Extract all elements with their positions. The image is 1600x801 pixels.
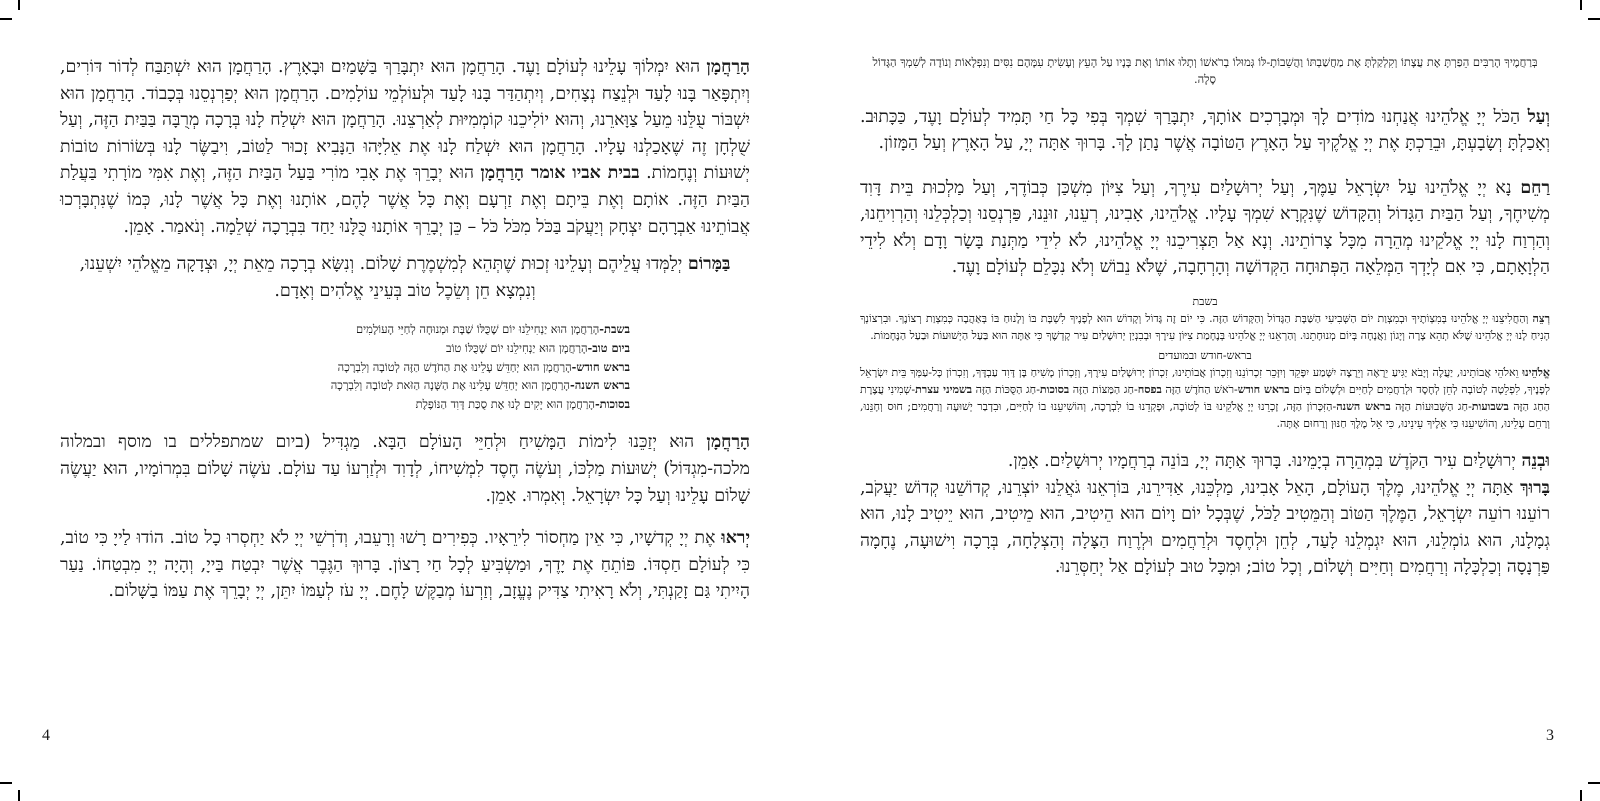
lead-word: רְצֵה [1532, 312, 1550, 326]
holiday-line [60, 376, 630, 395]
page-number: 4 [42, 727, 50, 744]
section-title-shabbat: בשבת [1192, 295, 1218, 309]
paragraph-text: -שְׁמִינִי עֲצֶרֶת הַחַג הַזֶּה [860, 383, 1550, 414]
holiday-text: הָרַחֲמָן הוּא יְחַדֵּשׁ עָלֵינוּ אֶת הַשָּׁנָה הַזֹּאת לְטוֹבָה וְלִבְרָכָה [330, 378, 570, 393]
paragraph-text: -חַג הַסֻּכּוֹת הַזֶּה [972, 383, 1040, 397]
paragraph-text: -חַג הַמַּצּוֹת הַזֶּה [1069, 383, 1138, 397]
paragraph-bamarom [60, 251, 750, 304]
paragraph-text: הוּא יְזַכֵּנוּ לִימוֹת הַמָּשִׁיחַ וּלְחַיֵּי הָעוֹלָם הַבָּא. מַגְדִּיל (ביום שמתפללים בו מוסף ובמלוה מלכה-מִגְדּוֹל) יְשׁוּעוֹת מַלְכּוֹ, וְעֹשֶׂה חֶסֶד לִמְשִׁיחוֹ, לְדָוִד וּלְזַרְעוֹ עַד עוֹלָם. עֹשֶׂה שָׁלוֹם בִּמְרוֹמָיו, הוּא יַעֲשֶׂה שָׁלוֹם עָלֵינוּ וְעַל כָּל יִשְׂרָאֵל. וְאִמְרוּ. אָמֵן. [60, 432, 750, 506]
holiday-additions [60, 320, 750, 413]
instruction-text: בראש השנה [1336, 400, 1391, 414]
right-page-body [860, 54, 1550, 580]
paragraph-text: אַתָּה יְיָ אֱלֹהֵינוּ, מֶלֶךְ הָעוֹלָם, הָאֵל אָבִינוּ, מַלְכֵּנוּ, אַדִּירֵנוּ, בּוֹרְאֵנוּ גֹּאֲלֵנוּ יוֹצְרֵנוּ, קְדוֹשֵׁנוּ קְדוֹשׁ יַעֲקֹב, רוֹעֵנוּ רוֹעֵה יִשְׂרָאֵל, הַמֶּלֶךְ הַטּוֹב וְהַמֵּטִיב לַכֹּל, שֶׁבְּכָל יוֹם וָיוֹם הוּא הֵיטִיב, הוּא מֵיטִיב, הוּא יֵיטִיב לָנוּ, הוּא גְמָלָנוּ, הוּא גוֹמְלֵנוּ, הוּא יִגְמְלֵנוּ לָעַד, לְחֵן וּלְחֶסֶד וּלְרַחֲמִים וּלְרֶוַח הַצָּלָה וְהַצְלָחָה, בְּרָכָה וִישׁוּעָה, נֶחָמָה פַּרְנָסָה וְכַלְכָּלָה וְרַחֲמִים וְחַיִּים וְשָׁלוֹם, וְכָל טוֹב; וּמִכָּל טוּב לְעוֹלָם אַל יְחַסְּרֵנוּ. [860, 477, 1550, 578]
lead-word: הָרַחֲמָן [706, 57, 750, 77]
lead-word: בָּרוּךְ [1520, 477, 1550, 498]
paragraph-retzeh [860, 310, 1550, 344]
paragraph-text: -הַזִּכָּרוֹן הַזֶּה, זָכְרֵנוּ יְיָ אֱלֹקֵינוּ בּוֹ לְטוֹבָה, וּפָקְדֵנוּ בוֹ לִבְרָכָה, וְהוֹשִׁיעֵנוּ בוֹ לְחַיִּים, וּבִדְבַר יְשׁוּעָה וְרַחֲמִים; חוּס וְחָנֵּנוּ, וְרַחֵם עָלֵינוּ, וְהוֹשִׁיעֵנוּ כִּי אֵלֶיךָ עֵינֵינוּ, כִּי אֵל מֶלֶךְ חַנּוּן וְרַחוּם אָתָּה. [860, 400, 1550, 431]
holiday-label: בראש חודש- [571, 359, 630, 374]
lead-word: רַחֵם [1520, 177, 1550, 198]
paragraph-uvneh [860, 448, 1550, 474]
paragraph-text: יְרוּשָׁלַיִם עִיר הַקֹּדֶשׁ בִּמְהֵרָה בְיָמֵינוּ. בָּרוּךְ אַתָּה יְיָ, בּוֹנֵה בְרַחֲמָיו יְרוּשָׁלַיִם. אָמֵן. [1007, 451, 1522, 472]
section-title-rosh-chodesh: בראש-חודש ובמועדים [1158, 349, 1252, 363]
page-number: 3 [1546, 727, 1554, 744]
instruction-text: בסוכות [1039, 383, 1070, 397]
paragraph-text: נָא יְיָ אֱלֹהֵינוּ עַל יִשְׂרָאֵל עַמֶּךָ, וְעַל יְרוּשָׁלַיִם עִירֶךָ, וְעַל צִיּוֹן מִשְׁכַּן כְּבוֹדֶךָ, וְעַל מַלְכוּת בֵּית דָּוִד מְשִׁיחֶךָ, וְעַל הַבַּיִת הַגָּדוֹל וְהַקָּדוֹשׁ שֶׁנִּקְרָא שִׁמְךָ עָלָיו. אֱלֹהֵינוּ, אָבִינוּ, רְעֵנוּ, זוּנֵנוּ, פַּרְנְסֵנוּ וְכַלְכְּלֵנוּ וְהַרְוִיחֵנוּ, וְהַרְוַח לָנוּ יְיָ אֱלֹקֵינוּ מְהֵרָה מִכָּל צָרוֹתֵינוּ. וְנָא אַל תַּצְרִיכֵנוּ יְיָ אֱלֹהֵינוּ, לֹא לִידֵי מַתְּנַת בָּשָׂר וָדָם וְלֹא לִידֵי הַלְוָאָתָם, כִּי אִם לְיָדְךָ הַמְּלֵאָה הַפְּתוּחָה הַקְּדוֹשָׁה וְהָרְחָבָה, שֶׁלֹּא נֵבוֹשׁ וְלֹא נִכָּלֵם לְעוֹלָם וָעֶד. [860, 177, 1550, 278]
holiday-label: בשבת- [599, 322, 630, 337]
lead-word: הָרַחֲמָן [706, 432, 750, 453]
paragraph-harachaman-mashiach [60, 429, 750, 509]
instruction-text: בשמיני עצרת [915, 383, 973, 397]
al-hanissim-ending: בְּרַחֲמֶיךָ הָרַבִּים הֵפַרְתָּ אֶת עֲצָתוֹ וְקִלְקַלְתָּ אֶת מַחֲשַׁבְתּוֹ וַהֲשֵׁבוֹתָ-לּוֹ גְּמוּלוֹ בְרֹאשׁוֹ וְתָלוּ אוֹתוֹ וְאֶת בָּנָיו עַל הָעֵץ וְעָשִׂיתָ עִמָּהֶם נִסִּים וְנִפְלָאוֹת וְנוֹדֶה לְשִׁמְךָ הַגָּדוֹל סֶלָה. [872, 55, 1538, 86]
lead-word: וְעַל [1527, 107, 1550, 127]
holiday-label: בראש השנה- [569, 378, 630, 393]
holiday-text: הָרַחֲמָן הוּא יָקִים לָנוּ אֶת סֻכַּת דָּוִד הַנּוֹפֶלֶת [415, 396, 595, 411]
paragraph-veal-hakol [860, 104, 1550, 157]
holiday-label: בסוכות- [594, 396, 630, 411]
lead-word: וּבְנֵה [1521, 451, 1550, 472]
instruction-text: בשבועות [1471, 400, 1509, 414]
holiday-text: הָרַחֲמָן הוּא יַנְחִילֵנוּ יוֹם שֶׁכֻּלּוֹ טוֹב [446, 340, 588, 355]
instruction-text: בפסח [1137, 383, 1162, 397]
instruction-text: בבית אביו אומר הָרַחֲמָן [480, 163, 640, 184]
paragraph-text: וֵאלֹהֵי אֲבוֹתֵינוּ, יַעֲלֶה וְיָבֹא יַגִּיעַ יֵרָאֶה וְיֵרָצֶה יִשָּׁמַע יִפָּקֵד וְיִזָּכֵר זִכְרוֹנֵנוּ וְזִכְרוֹן אֲבוֹתֵינוּ, זִכְרוֹן יְרוּשָׁלַיִם עִירֶךָ, וְזִכְרוֹן מָשִׁיחַ בֶּן דָּוִד עַבְדֶּךָ, וְזִכְרוֹן כָּל-עַמְּךָ בֵּית יִשְׂרָאֵל לְפָנֶיךָ, לִפְלֵטָה לְטוֹבָה לְחֵן לְחֶסֶד וּלְרַחֲמִים לְחַיִּים וּלְשָׁלוֹם בְּיוֹם [860, 366, 1551, 397]
lead-word: בַּמָּרוֹם [687, 254, 731, 275]
paragraph-text: -רֹאשׁ הַחֹדֶשׁ הַזֶּה [1161, 383, 1238, 397]
instruction-text: בראש חודש [1237, 383, 1290, 397]
holiday-text: הָרַחֲמָן הוּא יַנְחִילֵנוּ יוֹם שֶׁכֻּלּוֹ שַׁבָּת וּמְנוּחָה לְחַיֵּי הָעוֹלָמִים [356, 322, 600, 337]
lead-word: אֱלֹהֵינוּ [1522, 366, 1550, 380]
paragraph-text: אֶת יְיָ קְדשָׁיו, כִּי אֵין מַחְסוֹר לִירֵאָיו. כְּפִירִים רָשׁוּ וְרָעֵבוּ, וְדֹרְשֵׁי יְיָ לֹא יַחְסְרוּ כָל טוֹב. הוֹדוּ לַייָ כִּי טוֹב, כִּי לְעוֹלָם חַסְדּוֹ. פּוֹתֵחַ אֶת יָדֶךָ, וּמַשְׂבִּיעַ לְכָל חַי רָצוֹן. בָּרוּךְ הַגֶּבֶר אֲשֶׁר יִבְטַח בַּייָ, וְהָיָה יְיָ מִבְטַחוֹ. נַעַר הָיִיתִי גַּם זָקַנְתִּי, וְלֹא רָאִיתִי צַדִּיק נֶעֱזָב, וְזַרְעוֹ מְבַקֶּשׁ לָחֶם. יְיָ עֹז לְעַמּוֹ יִתֵּן, יְיָ יְבָרֵךְ אֶת עַמּוֹ בַשָּׁלוֹם. [60, 528, 750, 602]
holiday-label: ביום טוב- [587, 340, 630, 355]
holiday-line [60, 395, 630, 414]
paragraph-baruch [860, 475, 1550, 581]
paragraph-text: הַכֹּל יְיָ אֱלֹהֵינוּ אֲנַחְנוּ מוֹדִים לָךְ וּמְבָרְכִים אוֹתָךְ, יִתְבָּרַךְ שִׁמְךָ בְּפִי כָּל חַי תָּמִיד לְעוֹלָם וָעֶד, כַּכָּתוּב. וְאָכַלְתָּ וְשָׂבָעְתָּ, וּבֵרַכְתָּ אֶת יְיָ אֱלֹקֶיךָ עַל הָאָרֶץ הַטּוֹבָה אֲשֶׁר נָתַן לָךְ. בָּרוּךְ אַתָּה יְיָ, עַל הָאָרֶץ וְעַל הַמָּזוֹן. [860, 107, 1550, 154]
paragraph-yaaleh-veyavo [860, 364, 1550, 432]
holiday-line [60, 320, 630, 339]
paragraph-text: יְלַמְּדוּ עֲלֵיהֶם וְעָלֵינוּ זְכוּת שֶׁתְּהֵא לְמִשְׁמֶרֶת שָׁלוֹם. וְנִשָּׂא בְרָכָה מֵאֵת יְיָ, וּצְדָקָה מֵאֱלֹהֵי יִשְׁעֵנוּ, וְנִמְצָא חֵן וְשֵׂכֶל טוֹב בְּעֵינֵי אֱלֹהִים וְאָדָם. [79, 254, 688, 301]
holiday-text: הָרַחֲמָן הוּא יְחַדֵּשׁ עָלֵינוּ אֶת הַחֹדֶשׁ הַזֶּה לְטוֹבָה וְלִבְרָכָה [337, 359, 572, 374]
lead-word: יְראוּ [721, 528, 750, 549]
paragraph-yiru [60, 525, 750, 605]
paragraph-rachem [860, 175, 1550, 281]
paragraph-text: וְהַחֲלִיצֵנוּ יְיָ אֱלֹהֵינוּ בְּמִצְוֹתֶיךָ וּבְמִצְוַת יוֹם הַשְּׁבִיעִי הַשַּׁבָּת הַגָּדוֹל וְהַקָּדוֹשׁ הַזֶּה. כִּי יוֹם זֶה גָּדוֹל וְקָדוֹשׁ הוּא לְפָנֶיךָ לִשְׁבָּת בּוֹ וְלָנוּחַ בּוֹ בְּאַהֲבָה כְּמִצְוַת רְצוֹנֶךָ. וּבִרְצוֹנְךָ הָנִיחַ לָנוּ יְיָ אֱלֹהֵינוּ שֶׁלֹּא תְהֵא צָרָה וְיָגוֹן וַאֲנָחָה בְּיוֹם מְנוּחָתֵנוּ. וְהַרְאֵנוּ יְיָ אֱלֹהֵינוּ בְּנֶחָמַת צִיּוֹן עִירֶךָ וּבְבִנְיַן יְרוּשָׁלַיִם עִיר קָדְשֶׁךָ כִּי אַתָּה הוּא בַּעַל הַיְשׁוּעוֹת וּבַעַל הַנֶּחָמוֹת. [860, 312, 1550, 343]
right-page [800, 0, 1600, 801]
paragraph-text: -חַג הַשָּׁבוּעוֹת הַזֶּה [1390, 400, 1472, 414]
paragraph-text: הוּא יְבָרֵךְ אֶת אָבִי מוֹרִי בַּעַל הַבַּיִת הַזֶּה, וְאֶת אִמִּי מוֹרָתִי בַּעֲלַת הַבַּיִת הַזֶּה. אוֹתָם וְאֶת בֵּיתָם וְאֶת זַרְעָם וְאֶת כָּל אֲשֶׁר לָהֶם, אוֹתָנוּ וְאֶת כָּל אֲשֶׁר לָנוּ, כְּמוֹ שֶׁנִּתְבָּרְכוּ אֲבוֹתֵינוּ אַבְרָהָם יִצְחָק וְיַעֲקֹב בַּכֹּל מִכֹּל כֹּל – כֵּן יְבָרֵךְ אוֹתָנוּ כֻּלָּנוּ יַחַד בִּבְרָכָה שְׁלֵמָה. וְנֹאמַר. אָמֵן. [60, 163, 750, 237]
paragraph-harachaman [60, 54, 750, 240]
paragraph-text: הוּא יִמְלוֹךְ עָלֵינוּ לְעוֹלָם וָעֶד. הָרַחֲמָן הוּא יִתְבָּרַךְ בַּשָּׁמַיִם וּבָאָרֶץ. הָרַחֲמָן הוּא יִשְׁתַּבַּח לְדוֹר דּוֹרִים, וְיִתְפָּאַר בָּנוּ לָעַד וּלְנֵצַח נְצָחִים, וְיִתְהַדַּר בָּנוּ לָעַד וּלְעוֹלְמֵי עוֹלָמִים. הָרַחֲמָן הוּא יְפַרְנְסֵנוּ בְּכָבוֹד. הָרַחֲמָן הוּא יִשְׁבּוֹר עֻלֵּנוּ מֵעַל צַוָּארֵנוּ, וְהוּא יוֹלִיכֵנוּ קוֹמְמִיּוּת לְאַרְצֵנוּ. הָרַחֲמָן הוּא יִשְׁלַח לָנוּ בְּרָכָה מְרֻבָּה בַּבַּיִת הַזֶּה, וְעַל שֻׁלְחָן זֶה שֶׁאָכַלְנוּ עָלָיו. הָרַחֲמָן הוּא יִשְׁלַח לָנוּ אֶת אֵלִיָּהוּ הַנָּבִיא זָכוּר לַטּוֹב, וִיבַשֶּׂר לָנוּ בְּשׂוֹרוֹת טוֹבוֹת יְשׁוּעוֹת וְנֶחָמוֹת. [60, 57, 750, 184]
holiday-line [60, 358, 630, 377]
holiday-line [60, 339, 630, 358]
left-page-body [60, 54, 750, 616]
